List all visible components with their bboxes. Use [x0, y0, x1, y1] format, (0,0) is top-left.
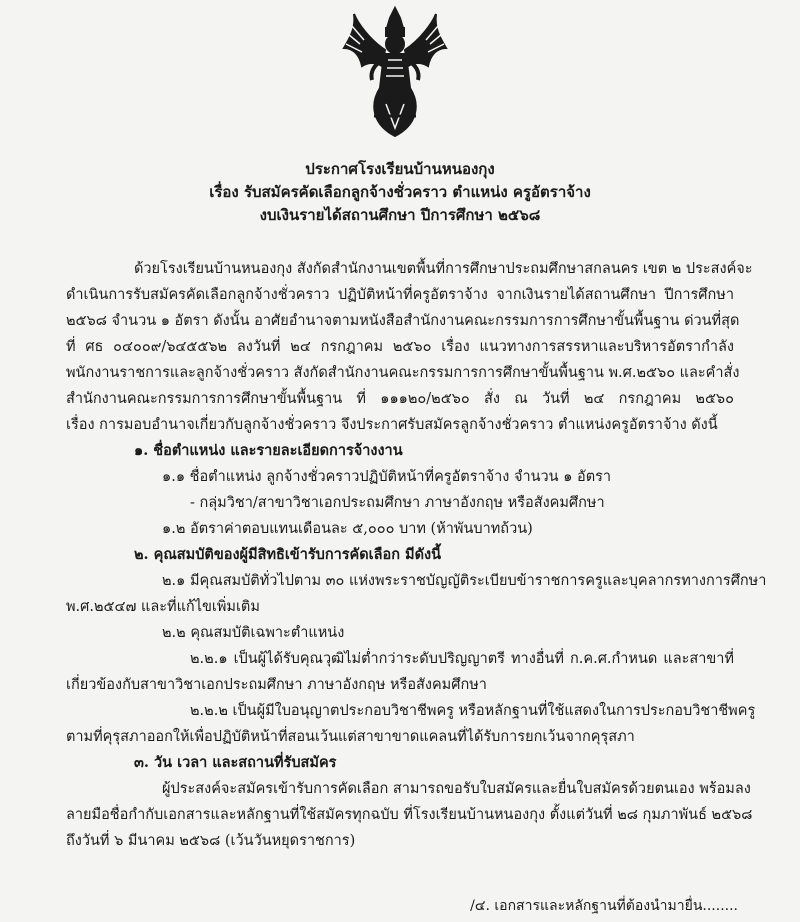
- section2-item1: ๒.๑ มีคุณสมบัติทั่วไปตาม ๓๐ แห่งพระราชบัญญัติระเบียบข้าราชการครูและบุคลากรทางการศึกษา: [162, 573, 767, 589]
- intro-line: ดำเนินการรับสมัครคัดเลือกลูกจ้างชั่วคราว ปฏิบัติหน้าที่ครูอัตราจ้าง จากเงินรายได้สถานศึกษา ปีการศึกษา: [66, 287, 734, 303]
- intro-line: เรื่อง การมอบอำนาจเกี่ยวกับลูกจ้างชั่วคราว จึงประกาศรับสมัครลูกจ้างชั่วคราว ตำแหน่งครูอัตราจ้าง ดังนี้: [66, 417, 718, 433]
- announcement-title: ประกาศโรงเรียนบ้านหนองกุง: [305, 160, 495, 178]
- section3-line: ถึงวันที่ ๖ มีนาคม ๒๕๖๘ (เว้นวันหยุดราชการ): [66, 833, 356, 849]
- intro-line: พนักงานราชการและลูกจ้างชั่วคราว สังกัดสำนักงานคณะกรรมการการศึกษาขั้นพื้นฐาน พ.ศ.๒๕๖๐ และคำสั่ง: [66, 365, 740, 381]
- intro-line: สำนักงานคณะกรรมการการศึกษาขั้นพื้นฐาน ที่ ๑๑๑๒๐/๒๕๖๐ สั่ง ณ วันที่ ๒๔ กรกฎาคม ๒๕๖๐: [66, 391, 734, 407]
- section2-item2-2-cont: ตามที่คุรุสภาออกให้เพื่อปฏิบัติหน้าที่สอนเว้นแต่สาขาขาดแคลนที่ได้รับการยกเว้นจากคุรุสภา: [66, 729, 635, 745]
- section2-item2-1: ๒.๒.๑ เป็นผู้ได้รับคุณวุฒิไม่ต่ำกว่าระดับปริญญาตรี ทางอื่นที่ ก.ค.ศ.กำหนด และสาขาที่: [190, 651, 734, 667]
- announcement-subject: เรื่อง รับสมัครคัดเลือกลูกจ้างชั่วคราว ตำแหน่ง ครูอัตราจ้าง: [209, 183, 591, 201]
- intro-line: ๒๕๖๘ จำนวน ๑ อัตรา ดังนั้น อาศัยอำนาจตามหนังสือสำนักงานคณะกรรมการการศึกษาขั้นพื้นฐาน ด่วนที่สุด: [66, 313, 740, 329]
- garuda-emblem-icon: [340, 4, 450, 144]
- section2-item2-2: ๒.๒.๒ เป็นผู้มีใบอนุญาตประกอบวิชาชีพครู หรือหลักฐานที่ใช้แสดงในการประกอบวิชาชีพครู: [190, 703, 756, 719]
- section1-item1: ๑.๑ ชื่อตำแหน่ง ลูกจ้างชั่วคราวปฏิบัติหน้าที่ครูอัตราจ้าง จำนวน ๑ อัตรา: [162, 469, 612, 485]
- section2-item2-1-cont: เกี่ยวข้องกับสาขาวิชาเอกประถมศึกษา ภาษาอังกฤษ หรือสังคมศึกษา: [66, 677, 487, 693]
- intro-line: ที่ ศธ ๐๔๐๐๙/๖๔๕๕๖๒ ลงวันที่ ๒๔ กรกฎาคม ๒๕๖๐ เรื่อง แนวทางการสรรหาและบริหารอัตรากำลัง: [66, 339, 734, 355]
- section3-line: ลายมือชื่อกำกับเอกสารและหลักฐานที่ใช้สมัครทุกฉบับ ที่โรงเรียนบ้านหนองกุง ตั้งแต่วันที่ ๒๘ กุมภาพันธ์ ๒๕๖๘: [66, 807, 753, 823]
- section1-item2: ๑.๒ อัตราค่าตอบแทนเดือนละ ๕,๐๐๐ บาท (ห้าพันบาทถ้วน): [162, 521, 533, 537]
- section2-item1-cont: พ.ศ.๒๕๔๗ และที่แก้ไขเพิ่มเติม: [66, 599, 260, 615]
- section2-title: ๒. คุณสมบัติของผู้มีสิทธิเข้ารับการคัดเลือก มีดังนี้: [134, 546, 442, 563]
- announcement-budget-line: งบเงินรายได้สถานศึกษา ปีการศึกษา ๒๕๖๘: [259, 206, 541, 224]
- intro-line: ด้วยโรงเรียนบ้านหนองกุง สังกัดสำนักงานเขตพื้นที่การศึกษาประถมศึกษาสกลนคร เขต ๒ ประสงค์จะ: [134, 261, 753, 277]
- section1-title: ๑. ชื่อตำแหน่ง และรายละเอียดการจ้างงาน: [134, 442, 403, 459]
- section1-item1-sub: - กลุ่มวิชา/สาขาวิชาเอกประถมศึกษา ภาษาอังกฤษ หรือสังคมศึกษา: [190, 495, 605, 511]
- section2-item2: ๒.๒ คุณสมบัติเฉพาะตำแหน่ง: [162, 625, 345, 641]
- continuation-note: /๔. เอกสารและหลักฐานที่ต้องนำมายื่น........: [470, 898, 738, 914]
- section3-title: ๓. วัน เวลา และสถานที่รับสมัคร: [134, 754, 337, 771]
- section3-line: ผู้ประสงค์จะสมัครเข้ารับการคัดเลือก สามารถขอรับใบสมัครและยื่นใบสมัครด้วยตนเอง พร้อมลง: [162, 781, 751, 797]
